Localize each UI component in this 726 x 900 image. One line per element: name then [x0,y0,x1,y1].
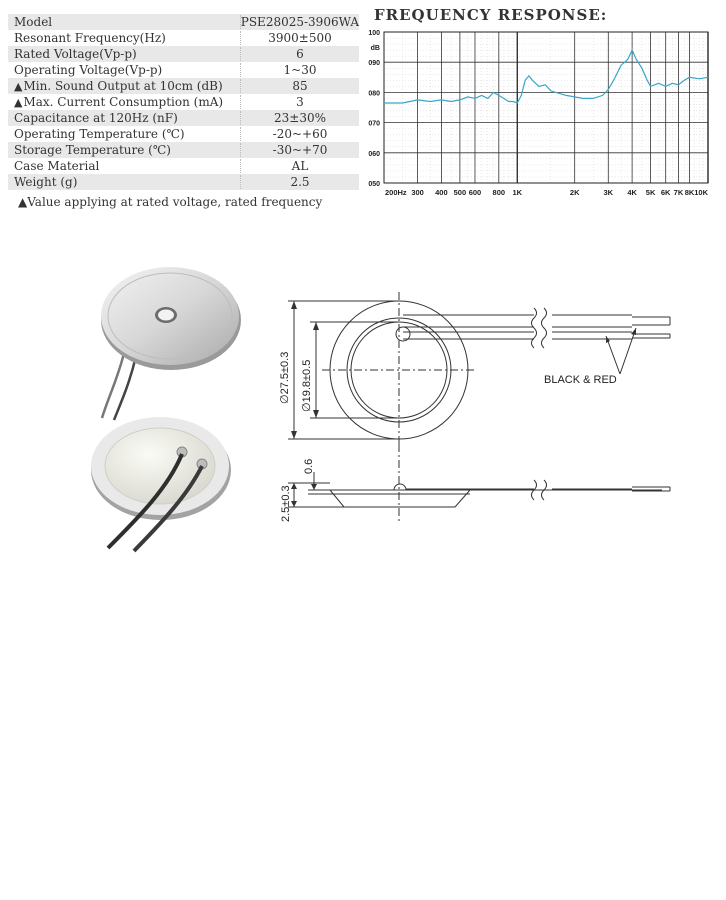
spec-label-text: Max. Current Consumption (mA) [23,95,224,109]
y-tick-label: 080 [368,90,380,98]
y-tick-label: 050 [368,181,380,188]
spec-row [8,30,359,46]
spec-value: 3 [296,95,304,109]
x-tick-label: 2K [569,188,580,197]
spec-row [8,46,359,62]
x-tick-label: 400 [435,188,448,197]
product-photo [78,258,258,553]
spec-label [8,15,241,29]
spec-value: 23±30% [274,111,326,125]
spec-value: 3900±500 [268,31,332,45]
x-tick-label: 200Hz [385,188,407,197]
spec-value: PSE28025-3906WA [240,15,359,29]
x-tick-label: 6K [660,188,671,197]
frequency-response-chart [360,26,712,202]
spec-label [8,111,241,125]
spec-row [8,126,359,142]
dim-outer-diameter: ∅27.5±0.3 [279,351,291,404]
spec-label-text: Rated Voltage(Vp-p) [14,47,137,61]
spec-label [8,95,241,109]
spec-label [8,47,241,61]
x-tick-label: 7K [673,188,684,197]
spec-label [8,143,241,157]
dim-thickness: 0.6 [303,458,315,474]
x-tick-label: 500 [453,188,467,197]
dim-inner-diameter: ∅19.8±0.5 [301,359,313,412]
technical-drawing [272,284,692,534]
y-tick-label: 070 [368,120,380,128]
spec-value: -30~+70 [272,143,328,157]
chart-title: FREQUENCY RESPONSE: [374,6,608,24]
wire-label: BLACK & RED [544,374,617,386]
y-tick-label: 090 [368,60,380,68]
x-tick-label: 800 [492,188,506,197]
spec-note: ▲Value applying at rated voltage, rated frequency [18,195,323,209]
x-tick-label: 4K [627,188,637,197]
spec-value: AL [291,159,309,173]
x-tick-label: 5K [645,188,656,197]
spec-label [8,127,241,141]
x-tick-label: 1K [512,188,523,197]
spec-row [8,14,359,30]
spec-label-text: Model [14,15,53,29]
spec-label-text: Weight (g) [14,175,78,189]
spec-table [8,14,359,190]
spec-row [8,174,359,190]
spec-label-text: Capacitance at 120Hz (nF) [14,111,178,125]
response-curve [384,50,708,103]
x-tick-label: 300 [411,188,424,197]
spec-label-text: Min. Sound Output at 10cm (dB) [23,79,223,93]
spec-value: 6 [296,47,304,61]
spec-label [8,79,241,93]
disc-back-view [101,267,241,420]
spec-label-text: Operating Temperature (℃) [14,127,185,141]
spec-label-text: Resonant Frequency(Hz) [14,31,166,45]
x-tick-label: 600 [468,188,482,197]
y-axis-unit: dB [370,45,380,53]
spec-value: -20~+60 [272,127,328,141]
spec-row [8,94,359,110]
spec-value: 2.5 [290,175,310,189]
y-tick-label: 100 [368,30,380,37]
y-tick-label: 060 [368,150,380,158]
spec-label [8,159,241,173]
spec-row [8,110,359,126]
x-tick-label: 3K [603,188,614,197]
spec-label-text: Operating Voltage(Vp-p) [14,63,163,77]
disc-front-view [91,417,231,551]
spec-label-text: Case Material [14,159,100,173]
spec-label-text: Storage Temperature (℃) [14,143,171,157]
spec-label [8,175,241,189]
triangle-marker-icon: ▲ [14,80,23,93]
spec-value: 1~30 [283,63,317,77]
spec-row [8,62,359,78]
x-tick-label: 10K [694,188,708,197]
spec-label [8,31,241,45]
plot-frame [384,32,708,183]
spec-row [8,142,359,158]
x-tick-label: 8K [684,188,695,197]
spec-row [8,158,359,174]
spec-row [8,78,359,94]
spec-label [8,63,241,77]
dim-height: 2.5±0.3 [280,485,292,522]
triangle-marker-icon: ▲ [14,96,23,109]
spec-value: 85 [292,79,308,93]
